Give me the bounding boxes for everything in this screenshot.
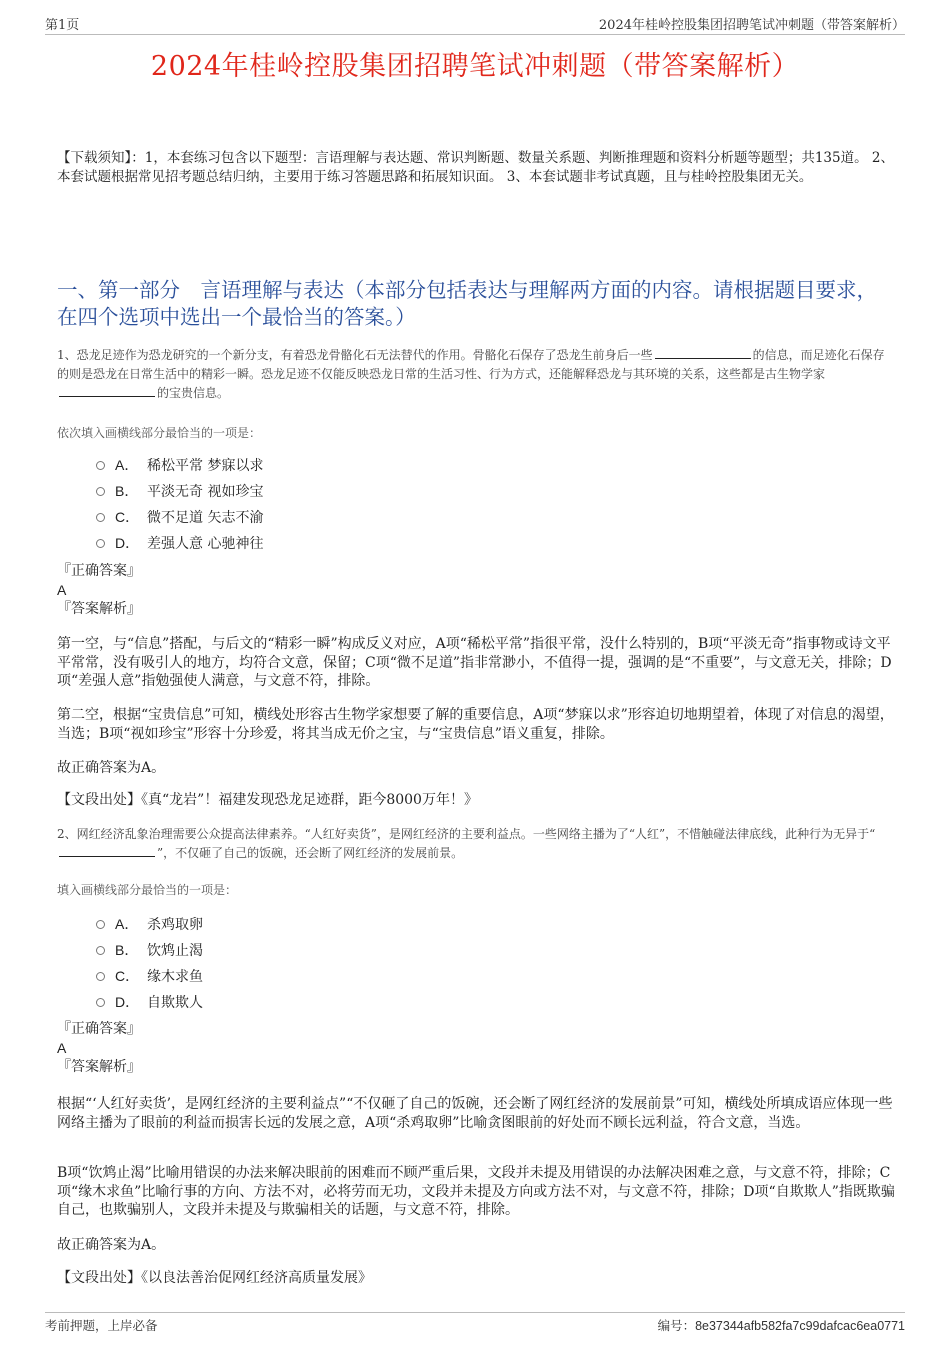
question-2-part-2: ”，不仅砸了自己的饭碗，还会断了网红经济的发展前景。 [157, 846, 464, 860]
header-doc-title: 2024年桂岭控股集团招聘笔试冲刺题（带答案解析） [598, 18, 905, 33]
option-a[interactable]: A． 稀松平常 梦寐以求 [96, 452, 263, 478]
question-1-part-1: 1、恐龙足迹作为恐龙研究的一个新分支，有着恐龙骨骼化石无法替代的作用。骨骼化石保存了恐龙生前身后一些 [57, 348, 653, 362]
radio-icon[interactable] [96, 920, 105, 929]
question-1-answer-block [57, 562, 895, 619]
question-1-source: 【文段出处】《真“龙岩”！福建发现恐龙足迹群，距今8000万年！》 [57, 792, 478, 808]
download-notice: 【下载须知】：1，本套练习包含以下题型：言语理解与表达题、常识判断题、数量关系题、判断推理题和资料分析题等题型；共135道。 2、本套试题根据常见招考题总结归纳，主要用于练习答题思路和拓展知识面。 3、本套试题非考试真题，且与桂岭控股集团无关。 [57, 150, 894, 185]
document-title: 2024年桂岭控股集团招聘笔试冲刺题（带答案解析） [150, 51, 800, 82]
page-footer [45, 1312, 905, 1336]
footer-code-value: 8e37344afb582fa7c99dafcac6ea0771 [695, 1319, 905, 1333]
question-1-instruction: 依次填入画横线部分最恰当的一项是： [57, 426, 262, 440]
question-1-analysis-2: 第二空，根据“宝贵信息”可知，横线处形容古生物学家想要了解的重要信息，A项“梦寐以求”形容迫切地期望着，体现了对信息的渴望，当选；B项“视如珍宝”形容十分珍爱，将其当成无价之宝，与“宝贵信息”语义重复，排除。 [57, 707, 894, 742]
correct-answer-label: 『正确答案』 [57, 1021, 141, 1037]
option-a[interactable]: A． 杀鸡取卵 [96, 911, 203, 937]
question-2-text [57, 825, 892, 863]
question-2-conclusion: 故正确答案为A。 [57, 1237, 166, 1253]
option-d[interactable]: D． 自欺欺人 [96, 989, 203, 1015]
option-b[interactable]: B． 平淡无奇 视如珍宝 [96, 478, 263, 504]
radio-icon[interactable] [96, 513, 105, 522]
radio-icon[interactable] [96, 461, 105, 470]
question-2-options [96, 911, 203, 1015]
question-2-analysis-2: B项“饮鸩止渴”比喻用错误的办法来解决眼前的困难而不顾严重后果，文段并未提及用错误的办法解决困难之意，与文意不符，排除；C项“缘木求鱼”比喻行事的方向、方法不对，必将劳而无功，文段并未提及方向或方法不对，与文意不符，排除；D项“自欺欺人”指既欺骗自己，也欺骗别人，文段并未提及与欺骗相关的话题，与文意不符，排除。 [57, 1165, 895, 1218]
radio-icon[interactable] [96, 998, 105, 1007]
answer-blank [59, 385, 155, 397]
question-2-part-1: 2、网红经济乱象治理需要公众提高法律素养。“人红好卖货”，是网红经济的主要利益点。一些网络主播为了“人红”，不惜触碰法律底线，此种行为无异于“ [57, 827, 876, 841]
question-2-instruction: 填入画横线部分最恰当的一项是： [57, 883, 238, 897]
correct-answer-label: 『正确答案』 [57, 563, 141, 579]
page-header [45, 14, 905, 35]
option-c[interactable]: C． 微不足道 矢志不渝 [96, 504, 263, 530]
radio-icon[interactable] [96, 972, 105, 981]
radio-icon[interactable] [96, 946, 105, 955]
footer-code-label: 编号： [657, 1318, 696, 1333]
footer-code [658, 1316, 905, 1336]
section-title: 一、第一部分 言语理解与表达（本部分包括表达与理解两方面的内容。请根据题目要求，在四个选项中选出一个最恰当的答案。） [57, 278, 877, 329]
page-number: 第1页 [45, 18, 80, 33]
footer-slogan: 考前押题，上岸必备 [45, 1318, 158, 1333]
option-b[interactable]: B． 饮鸩止渴 [96, 937, 203, 963]
question-1-options [96, 452, 263, 556]
option-d[interactable]: D． 差强人意 心驰神往 [96, 530, 263, 556]
question-1-part-3: 的宝贵信息。 [157, 386, 230, 400]
radio-icon[interactable] [96, 539, 105, 548]
question-1-analysis-1: 第一空，与“信息”搭配，与后文的“精彩一瞬”构成反义对应，A项“稀松平常”指很平常，没什么特别的，B项“平淡无奇”指事物或诗文平平常常，没有吸引人的地方，均符合文意，保留；C项“微不足道”指非常渺小，不值得一提，强调的是“不重要”，与文意无关，排除；D项“差强人意”指勉强使人满意，与文意不符，排除。 [57, 636, 892, 689]
analysis-label: 『答案解析』 [57, 1059, 141, 1075]
question-2-answer-block [57, 1020, 895, 1077]
correct-answer: A [57, 582, 67, 598]
question-1-part-2: 的信息，而足迹化石保存的则是恐龙在日常生活中的精彩一瞬。恐龙足迹不仅能反映恐龙日常的生活习性、行为方式，还能解释恐龙与其环境的关系，这些都是古生物学家 [57, 348, 885, 381]
analysis-label: 『答案解析』 [57, 601, 141, 617]
radio-icon[interactable] [96, 487, 105, 496]
question-1-conclusion: 故正确答案为A。 [57, 760, 166, 776]
question-1-text [57, 346, 892, 403]
option-c[interactable]: C． 缘木求鱼 [96, 963, 203, 989]
answer-blank [655, 347, 751, 359]
question-2-source: 【文段出处】《以良法善治促网红经济高质量发展》 [57, 1270, 372, 1286]
correct-answer: A [57, 1040, 67, 1056]
question-2-analysis-1: 根据“‘人红好卖货’，是网红经济的主要利益点”“不仅砸了自己的饭碗，还会断了网红经济的发展前景”可知，横线处所填成语应体现一些网络主播为了眼前的利益而损害长远的发展之意，A项“杀鸡取卵”比喻贪图眼前的好处而不顾长远利益，符合文意，当选。 [57, 1096, 893, 1131]
answer-blank [59, 845, 155, 857]
